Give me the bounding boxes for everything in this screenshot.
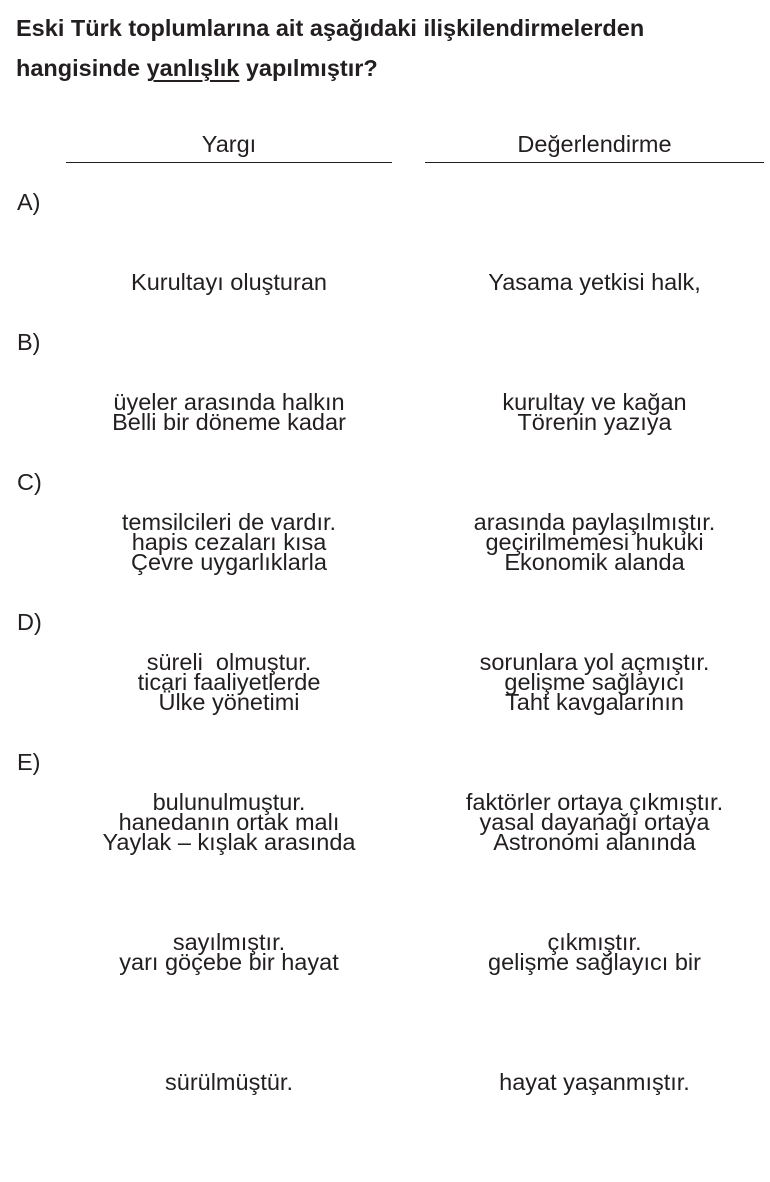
evaluation-line: Yasama yetkisi halk,: [488, 269, 701, 295]
option-letter: D): [17, 609, 42, 635]
judgement-line: sayılmıştır.: [172, 929, 286, 955]
option-letter: E): [17, 749, 41, 775]
judgement-line: üyeler arasında halkın: [113, 389, 345, 415]
question-stem: [16, 8, 766, 88]
evaluation-line: hayat yaşanmıştır.: [499, 1069, 690, 1095]
evaluation-line: Astronomi alanında: [493, 829, 696, 855]
question-line-2-start: hangisinde: [16, 55, 147, 81]
judgement-line: Ülke yönetimi: [158, 689, 300, 715]
evaluation-line: yasal dayanağı ortaya: [479, 809, 710, 835]
evaluation-line: faktörler ortaya çıkmıştır.: [465, 789, 724, 815]
option-evaluation: [425, 742, 764, 1182]
column-header-rule-left: [66, 162, 392, 163]
evaluation-line: arasında paylaşılmıştır.: [473, 509, 716, 535]
judgement-line: ticari faaliyetlerde: [137, 669, 321, 695]
evaluation-line: Törenin yazıya: [517, 409, 672, 435]
judgement-line: hanedanın ortak malı: [118, 809, 340, 835]
judgement-line: temsilcileri de vardır.: [121, 509, 337, 535]
option-letter: C): [17, 469, 42, 495]
evaluation-line: geçirilmemesi hukuki: [485, 529, 704, 555]
judgement-line: Yaylak – kışlak arasında: [102, 829, 356, 855]
judgement-line: Çevre uygarlıklarla: [131, 549, 327, 575]
evaluation-line: sorunlara yol açmıştır.: [479, 649, 710, 675]
option-letter: A): [17, 189, 41, 215]
question-line-1: Eski Türk toplumlarına ait aşağıdaki ilişkilendirmelerden: [16, 15, 645, 41]
evaluation-line: gelişme sağlayıcı bir: [488, 949, 701, 975]
question-underlined-word: yanlışlık: [146, 55, 240, 81]
judgement-line: Kurultayı oluşturan: [131, 269, 327, 295]
judgement-line: hapis cezaları kısa: [131, 529, 327, 555]
column-header-judgement: Yargı: [201, 131, 257, 157]
question-line-2-end: yapılmıştır?: [239, 55, 378, 81]
option-judgement: [66, 742, 392, 1182]
evaluation-line: çıkmıştır.: [547, 929, 642, 955]
judgement-line: Belli bir döneme kadar: [112, 409, 346, 435]
option-letter: B): [17, 329, 41, 355]
evaluation-line: Ekonomik alanda: [504, 549, 685, 575]
evaluation-line: gelişme sağlayıcı: [504, 669, 685, 695]
judgement-line: sürülmüştür.: [165, 1069, 293, 1095]
evaluation-line: Taht kavgalarının: [505, 689, 684, 715]
judgement-line: süreli olmuştur.: [146, 649, 312, 675]
evaluation-line: kurultay ve kağan: [502, 389, 687, 415]
judgement-line: bulunulmuştur.: [152, 789, 306, 815]
column-header-evaluation: Değerlendirme: [517, 131, 672, 157]
column-header-rule-right: [425, 162, 764, 163]
judgement-line: yarı göçebe bir hayat: [119, 949, 339, 975]
